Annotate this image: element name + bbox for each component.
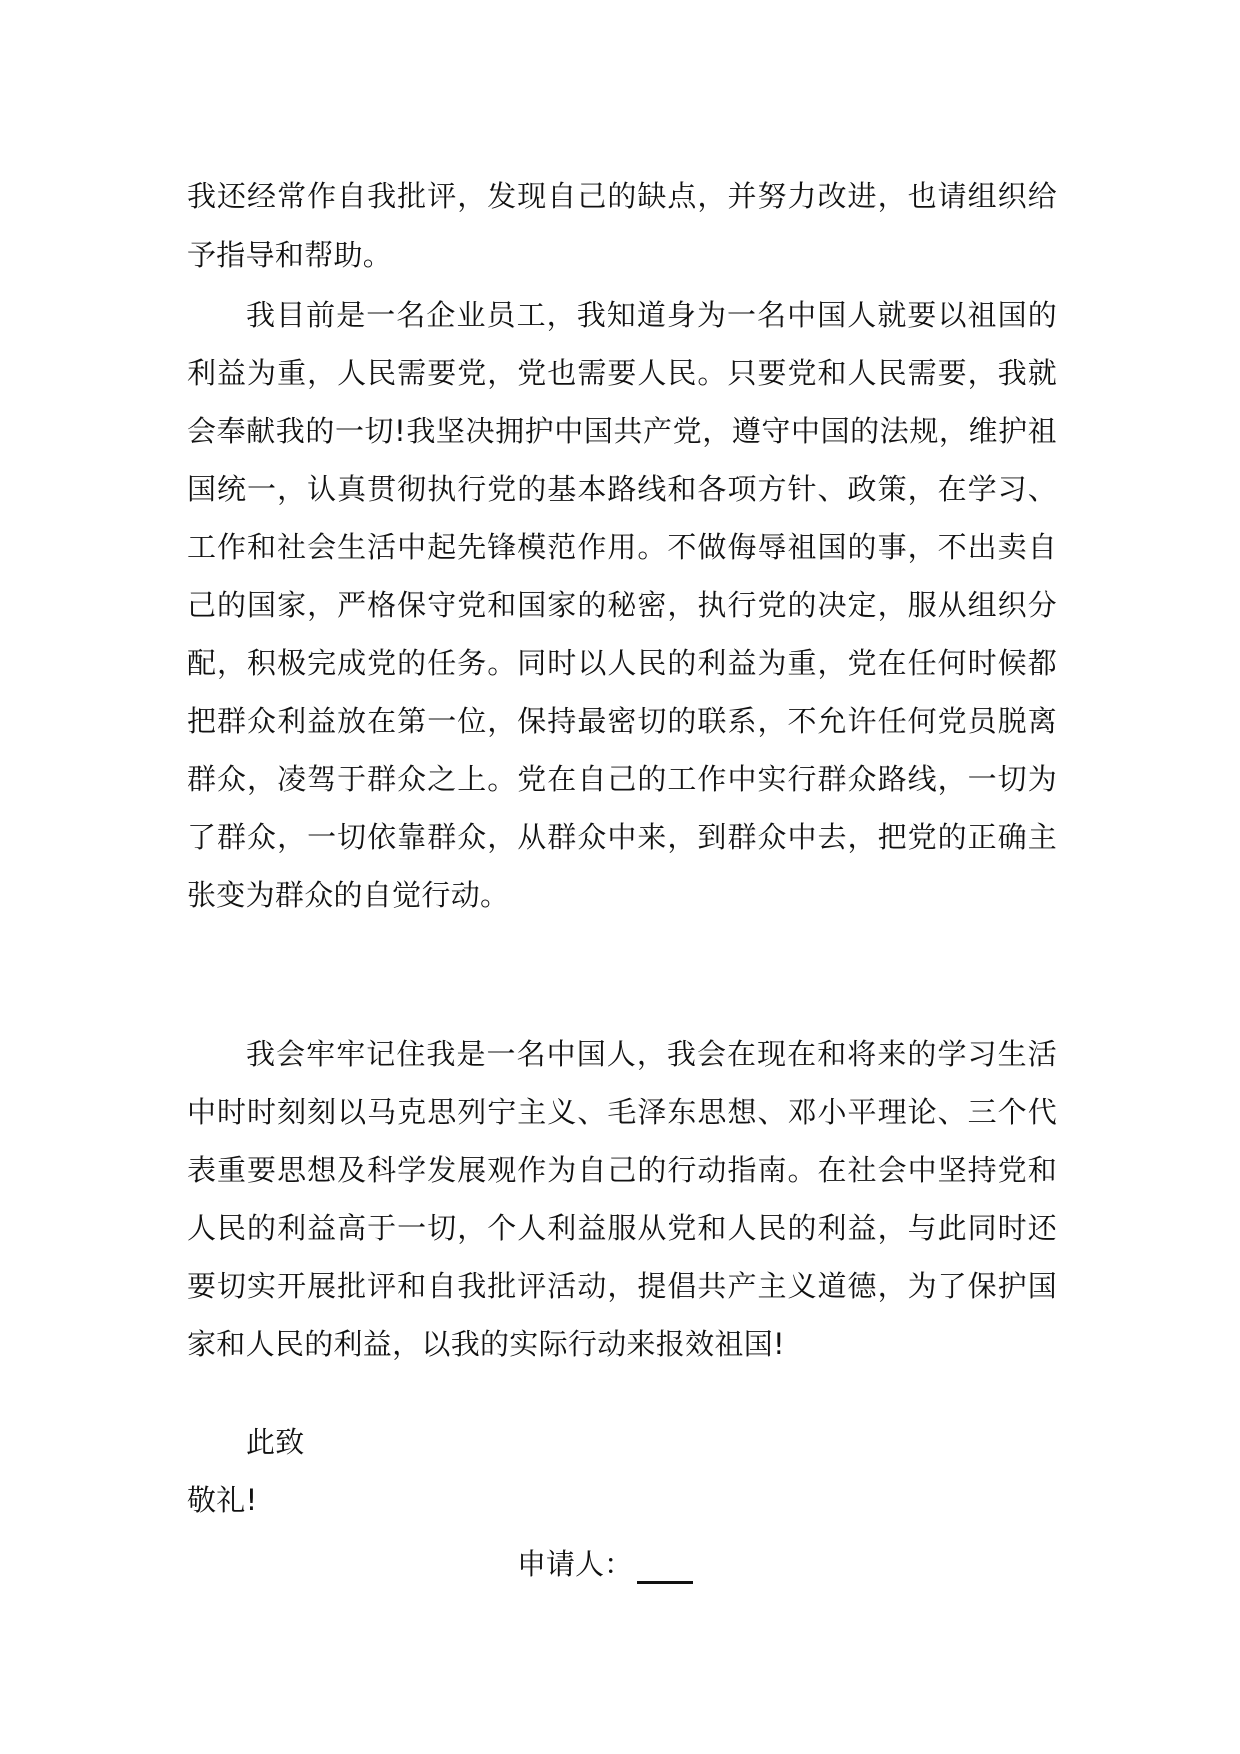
text-line: 张变为群众的自觉行动。: [187, 878, 510, 912]
text-line: 会奉献我的一切!我坚决拥护中国共产党，遵守中国的法规，维护祖: [187, 414, 1057, 448]
text-line: 配，积极完成党的任务。同时以人民的利益为重，党在任何时候都: [187, 646, 1057, 680]
salutation-line: 此致: [246, 1425, 305, 1459]
text-line: 了群众，一切依靠群众，从群众中来，到群众中去，把党的正确主: [187, 820, 1057, 854]
text-line: 工作和社会生活中起先锋模范作用。不做侮辱祖国的事，不出卖自: [187, 530, 1057, 564]
text-line: 表重要思想及科学发展观作为自己的行动指南。在社会中坚持党和: [187, 1153, 1057, 1187]
closing-line: 敬礼!: [187, 1483, 258, 1517]
text-line: 我目前是一名企业员工，我知道身为一名中国人就要以祖国的: [246, 298, 1057, 332]
text-line: 己的国家，严格保守党和国家的秘密，执行党的决定，服从组织分: [187, 588, 1057, 622]
text-line: 中时时刻刻以马克思列宁主义、毛泽东思想、邓小平理论、三个代: [187, 1095, 1057, 1129]
text-line: 我还经常作自我批评，发现自己的缺点，并努力改进，也请组织给: [187, 179, 1057, 213]
text-line: 家和人民的利益，以我的实际行动来报效祖国!: [187, 1327, 785, 1361]
text-line: 予指导和帮助。: [187, 238, 393, 272]
signature-label: 申请人：: [517, 1547, 634, 1581]
text-line: 利益为重，人民需要党，党也需要人民。只要党和人民需要，我就: [187, 356, 1057, 390]
text-line: 我会牢牢记住我是一名中国人，我会在现在和将来的学习生活: [246, 1037, 1057, 1071]
text-line: 人民的利益高于一切，个人利益服从党和人民的利益，与此同时还: [187, 1211, 1057, 1245]
signature-block: [517, 1544, 693, 1584]
text-line: 把群众利益放在第一位，保持最密切的联系，不允许任何党员脱离: [187, 704, 1057, 738]
text-line: 群众，凌驾于群众之上。党在自己的工作中实行群众路线，一切为: [187, 762, 1057, 796]
text-line: 要切实开展批评和自我批评活动，提倡共产主义道德，为了保护国: [187, 1269, 1057, 1303]
signature-blank: [637, 1551, 693, 1584]
text-line: 国统一，认真贯彻执行党的基本路线和各项方针、政策，在学习、: [187, 472, 1057, 506]
